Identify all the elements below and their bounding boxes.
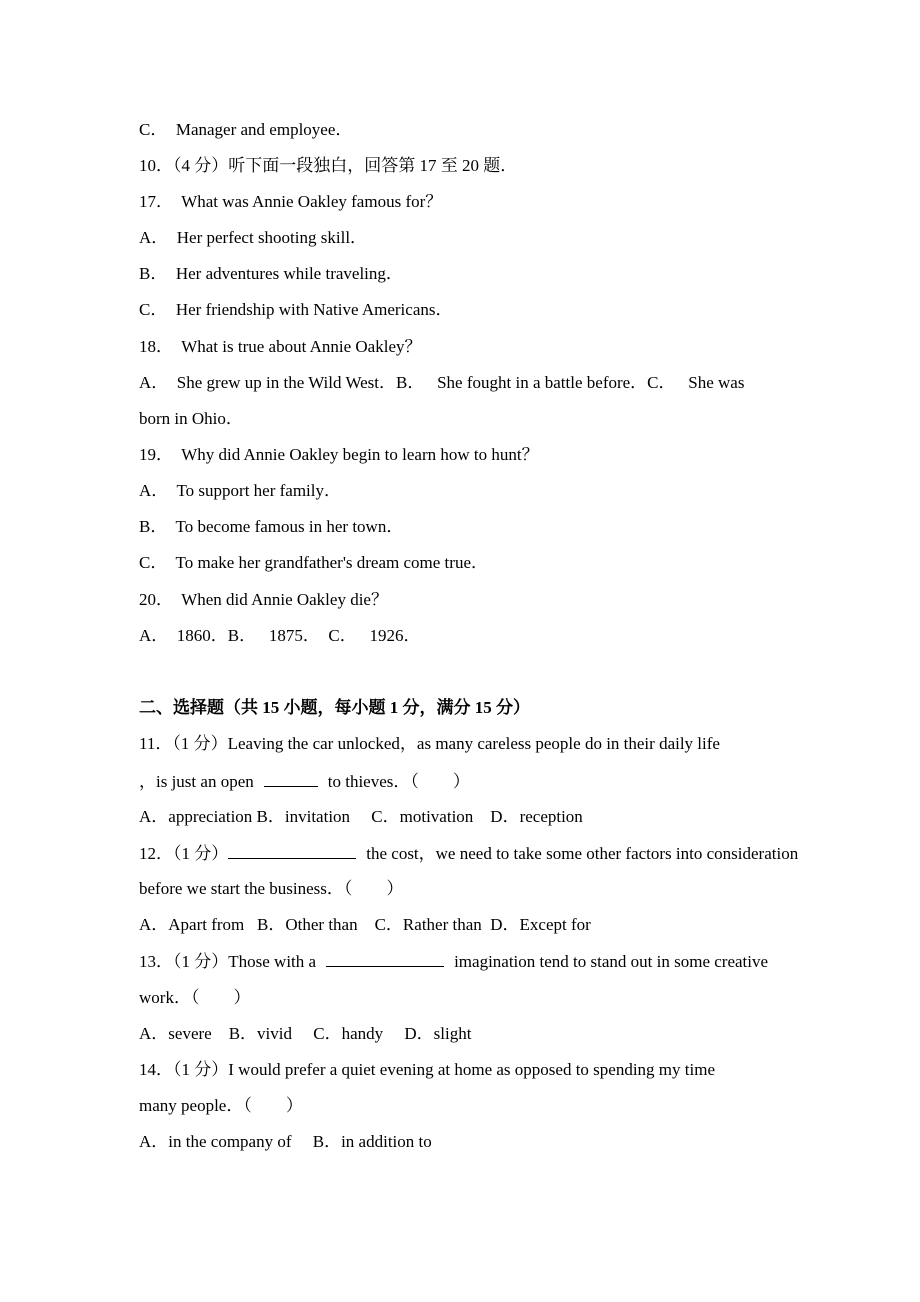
q13-question [139, 950, 768, 973]
q17-option-a: A． Her perfect shooting skill． [139, 228, 368, 247]
q17-option-b: B． Her adventures while traveling． [139, 264, 403, 283]
q20-options: A． 1860．B． 1875． C． 1926． [139, 626, 421, 645]
q18-question: 18． What is true about Annie Oakley？ [139, 337, 422, 356]
q11-question: 11．（1 分）Leaving the car unlocked，as many careless people do in their daily life [139, 734, 720, 753]
q13-options: A．severe B．vivid C．handy D．slight [139, 1024, 472, 1043]
q18-options: A． She grew up in the Wild West．B． She fought in a battle before．C． She was [139, 373, 745, 392]
q9-option-c: C． Manager and employee． [139, 120, 353, 139]
q11-options: A．appreciation B．invitation C．motivation D．reception [139, 807, 583, 826]
q12-options: A．Apart from B．Other than C．Rather than D．Except for [139, 915, 591, 934]
q12-question [139, 842, 798, 865]
q11-text-before: ，is just an open [139, 772, 254, 791]
q12-text-before: 12．（1 分） [139, 844, 229, 863]
q13-blank [326, 950, 444, 967]
q12-text-after: the cost，we need to take some other factors into consideration [366, 844, 799, 863]
q17-question: 17． What was Annie Oakley famous for？ [139, 192, 443, 211]
q14-question: 14．（1 分）I would prefer a quiet evening at home as opposed to spending my time [139, 1060, 715, 1079]
q11-question-cont [139, 770, 470, 793]
q18-options-cont: born in Ohio． [139, 409, 243, 428]
q17-option-c: C． Her friendship with Native Americans． [139, 300, 453, 319]
q14-question-cont: many people．（ ） [139, 1096, 303, 1115]
q20-question: 20． When did Annie Oakley die？ [139, 590, 388, 609]
q13-text-after: imagination tend to stand out in some creative [454, 952, 769, 971]
q19-option-c: C． To make her grandfather's dream come true． [139, 553, 488, 572]
q12-blank [228, 842, 356, 859]
q13-text-before: 13．（1 分）Those with a [139, 952, 317, 971]
q19-option-b: B． To become famous in her town． [139, 517, 404, 536]
q11-blank [264, 770, 318, 787]
q11-text-after: to thieves．（ ） [327, 772, 470, 791]
q10-instruction: 10．（4 分）听下面一段独白，回答第 17 至 20 题． [139, 156, 518, 175]
q12-question-cont: before we start the business．（ ） [139, 879, 404, 898]
q14-options: A．in the company of B．in addition to [139, 1132, 432, 1151]
q19-question: 19． Why did Annie Oakley begin to learn how to hunt？ [139, 445, 539, 464]
section-heading: 二、选择题（共 15 小题，每小题 1 分，满分 15 分） [139, 698, 530, 717]
q13-question-cont: work．（ ） [139, 988, 251, 1007]
q19-option-a: A． To support her family． [139, 481, 341, 500]
